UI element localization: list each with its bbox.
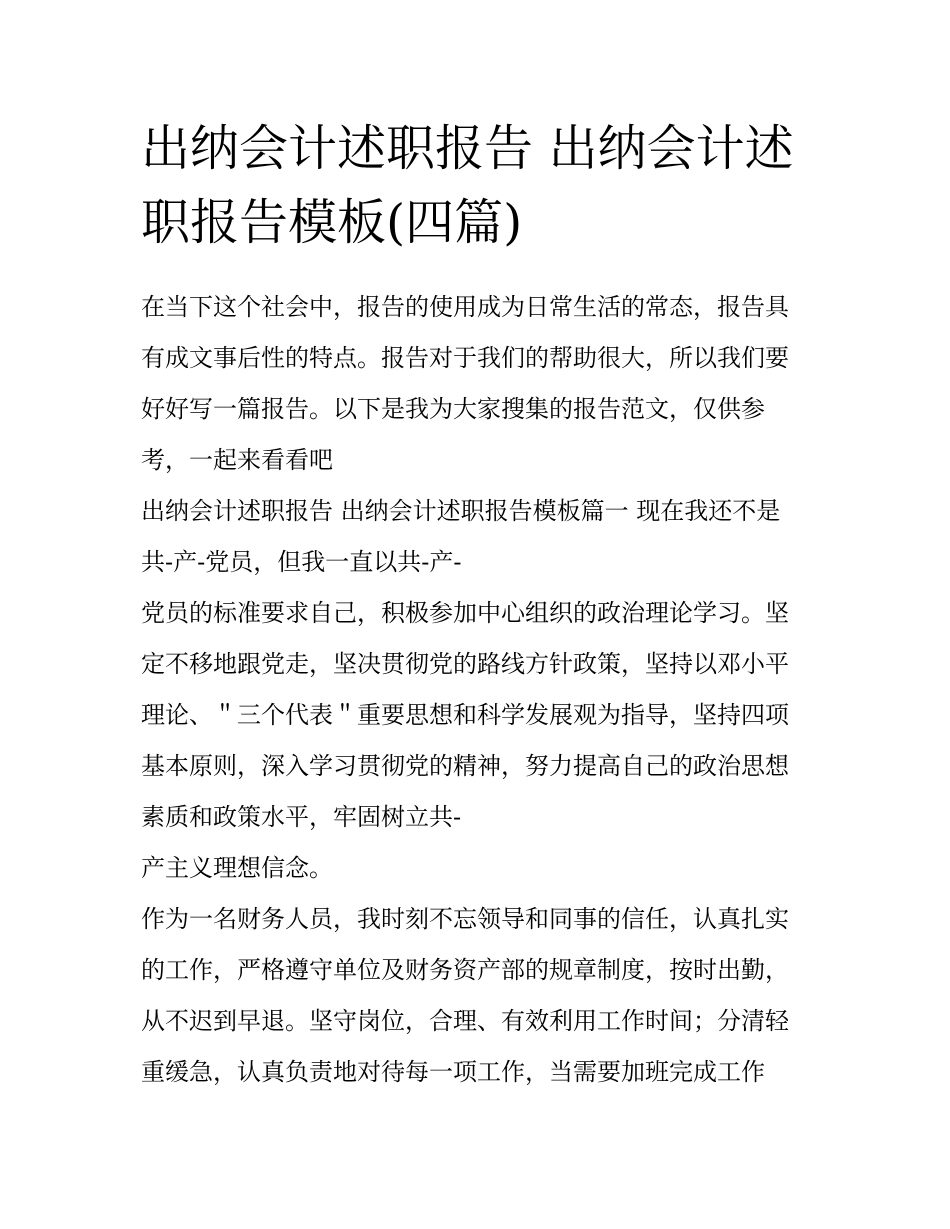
body-line: 重缓急，认真负责地对待每一项工作，当需要加班完成工作 xyxy=(141,1058,765,1086)
body-line: 素质和政策水平，牢固树立共- xyxy=(141,803,462,831)
body-line: 基本原则，深入学习贯彻党的精神，努力提高自己的政治思想 xyxy=(141,752,789,780)
body-line: 的工作，严格遵守单位及财务资产部的规章制度，按时出勤， xyxy=(141,956,789,984)
body-line: 考，一起来看看吧 xyxy=(141,446,333,474)
document-body xyxy=(141,282,821,1098)
body-line: 定不移地跟党走，坚决贯彻党的路线方针政策，坚持以邓小平 xyxy=(141,650,789,678)
body-line: 理论、＂三个代表＂重要思想和科学发展观为指导，坚持四项 xyxy=(141,701,789,729)
body-line: 作为一名财务人员，我时刻不忘领导和同事的信任，认真扎实 xyxy=(141,905,789,933)
body-line: 党员的标准要求自己，积极参加中心组织的政治理论学习。坚 xyxy=(141,599,789,627)
title-line: 出纳会计述职报告 出纳会计述 xyxy=(141,120,794,177)
body-line: 共-产-党员，但我一直以共-产- xyxy=(141,548,462,576)
document-content xyxy=(141,112,821,1098)
body-line: 有成文事后性的特点。报告对于我们的帮助很大，所以我们要 xyxy=(141,344,789,372)
body-line: 产主义理想信念。 xyxy=(141,854,333,882)
title-line: 职报告模板(四篇) xyxy=(141,194,523,251)
body-line: 在当下这个社会中，报告的使用成为日常生活的常态，报告具 xyxy=(141,293,789,321)
body-line: 出纳会计述职报告 出纳会计述职报告模板篇一 现在我还不是 xyxy=(141,497,781,525)
document-title xyxy=(141,112,821,260)
body-line: 好好写一篇报告。以下是我为大家搜集的报告范文，仅供参 xyxy=(141,395,765,423)
body-line: 从不迟到早退。坚守岗位，合理、有效利用工作时间；分清轻 xyxy=(141,1007,789,1035)
